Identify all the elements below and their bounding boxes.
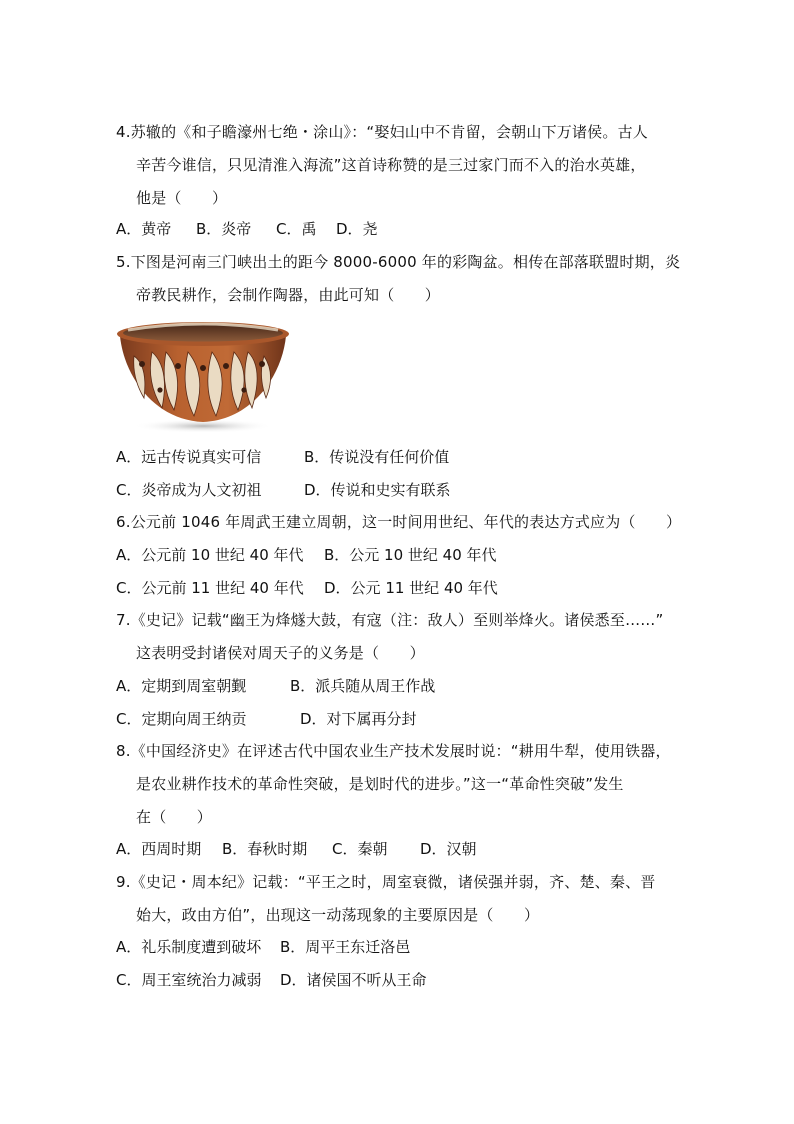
q8-line-2: 是农业耕作技术的革命性突破，是划时代的进步。”这一“革命性突破”发生 <box>136 775 624 793</box>
q5-line-1: 5.下图是河南三门峡出土的距今 8000-6000 年的彩陶盆。相传在部落联盟时期，炎 <box>116 253 681 271</box>
q4-line-3: 他是（ ） <box>136 189 228 207</box>
q6-option-d[interactable]: D．公元 11 世纪 40 年代 <box>324 579 498 597</box>
q7-option-c[interactable]: C．定期向周王纳贡 <box>116 710 247 728</box>
q6-option-c[interactable]: C．公元前 11 世纪 40 年代 <box>116 579 304 597</box>
q4-option-d[interactable]: D．尧 <box>336 220 378 238</box>
q9-option-b[interactable]: B．周平王东迁洛邑 <box>280 938 411 956</box>
q4-line-1: 4.苏辙的《和子瞻濠州七绝・涂山》：“娶妇山中不肯留，会朝山下万诸侯。古人 <box>116 123 648 141</box>
q9-option-c[interactable]: C．周王室统治力减弱 <box>116 971 262 989</box>
q6-option-a[interactable]: A．公元前 10 世纪 40 年代 <box>116 546 304 564</box>
q8-option-b[interactable]: B．春秋时期 <box>222 840 308 858</box>
q8-option-a[interactable]: A．西周时期 <box>116 840 202 858</box>
q5-line-2: 帝教民耕作，会制作陶器，由此可知（ ） <box>136 286 441 304</box>
q5-option-b[interactable]: B．传说没有任何价值 <box>304 448 450 466</box>
q4-option-c[interactable]: C．禹 <box>276 220 317 238</box>
q8-option-d[interactable]: D．汉朝 <box>420 840 477 858</box>
q4-line-2: 辛苦今谁信，只见清淮入海流”这首诗称赞的是三过家门而不入的治水英雄， <box>136 156 646 174</box>
q9-line-2: 始大，政由方伯”，出现这一动荡现象的主要原因是（ ） <box>136 906 540 924</box>
painted-pottery-basin-image <box>114 316 292 434</box>
q8-option-c[interactable]: C．秦朝 <box>332 840 388 858</box>
q5-option-a[interactable]: A．远古传说真实可信 <box>116 448 262 466</box>
q4-option-b[interactable]: B．炎帝 <box>196 220 252 238</box>
q7-line-1: 7.《史记》记载“幽王为烽燧大鼓，有寇（注：敌人）至则举烽火。诸侯悉至……” <box>116 611 664 629</box>
q7-option-b[interactable]: B．派兵随从周王作战 <box>290 677 436 695</box>
q6-option-b[interactable]: B．公元 10 世纪 40 年代 <box>324 546 497 564</box>
q5-option-c[interactable]: C．炎帝成为人文初祖 <box>116 481 262 499</box>
q8-line-3: 在（ ） <box>136 808 213 826</box>
q6-line-1: 6.公元前 1046 年周武王建立周朝，这一时间用世纪、年代的表达方式应为（ ） <box>116 513 682 531</box>
q8-line-1: 8.《中国经济史》在评述古代中国农业生产技术发展时说：“耕用牛犁，使用铁器， <box>116 742 671 760</box>
q5-option-d[interactable]: D．传说和史实有联系 <box>304 481 451 499</box>
q7-option-a[interactable]: A．定期到周室朝觐 <box>116 677 247 695</box>
q7-line-2: 这表明受封诸侯对周天子的义务是（ ） <box>136 644 425 662</box>
q4-option-a[interactable]: A．黄帝 <box>116 220 172 238</box>
q9-line-1: 9.《史记・周本纪》记载：“平王之时，周室衰微，诸侯强并弱，齐、楚、秦、晋 <box>116 873 656 891</box>
q7-option-d[interactable]: D．对下属再分封 <box>300 710 417 728</box>
q9-option-d[interactable]: D．诸侯国不听从王命 <box>280 971 427 989</box>
q9-option-a[interactable]: A．礼乐制度遭到破坏 <box>116 938 262 956</box>
